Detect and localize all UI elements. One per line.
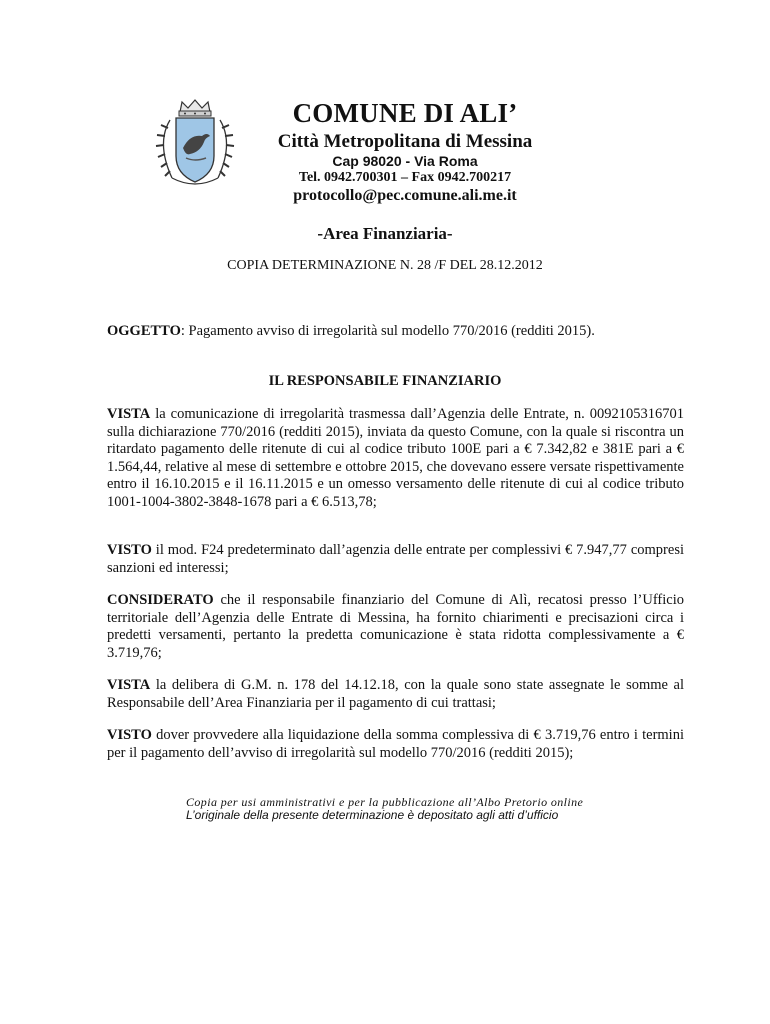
footer-note: L’originale della presente determinazione è depositato agli atti d’ufficio (186, 808, 559, 822)
paragraph-lead: VISTO (107, 727, 152, 743)
subtitle: Città Metropolitana di Messina (277, 131, 533, 152)
area-heading: -Area Finanziaria- (317, 224, 453, 243)
email-address: protocollo@pec.comune.ali.me.it (293, 187, 517, 204)
paragraph-text: che il responsabile finanziario del Comune di Alì, recatosi presso l’Ufficio territoriale dell’Agenzia delle Entrate di Messina, ha fornito chiarimenti e precisazioni circa i predetti versamenti, pertanto la predetta comunicazione è stata ridotta complessivamente a € 3.719,76; (107, 592, 684, 661)
paragraph-text: la delibera di G.M. n. 178 del 14.12.18, con la quale sono state assegnate le somme al Responsabile dell’Area Finanziaria per il pagamento di cui trattasi; (107, 677, 684, 711)
paragraph-text: il mod. F24 predeterminato dall’agenzia delle entrate per complessivi € 7.947,77 compresi sanzioni ed interessi; (107, 542, 684, 576)
page-title: COMUNE DI ALI’ (292, 98, 518, 128)
paragraph (107, 727, 684, 762)
section-title: IL RESPONSABILE FINANZIARIO (268, 373, 502, 389)
paragraph (107, 542, 684, 577)
paragraph (107, 406, 684, 511)
determination-number: COPIA DETERMINAZIONE N. 28 /F DEL 28.12.2012 (227, 258, 543, 273)
paragraph-lead: CONSIDERATO (107, 592, 214, 608)
paragraph-text: la comunicazione di irregolarità trasmessa dall’Agenzia delle Entrate, n. 0092105316701 sulla dichiarazione 770/2016 (redditi 2015), inviata da questo Comune, con la quale si riscontra un ritardato pagamento delle ritenute di cui al codice tributo 100E pari a € 7.342,82 e 381E pari a € 1.564,44, relative al mese di settembre e ottobre 2015, che dovevano essere versate rispettivamente entro il 16.10.2015 e il 16.11.2015 e un omesso versamento delle ritenute di cui al codice tributo 1001-1004-3802-3848-1678 pari a € 6.513,78; (107, 406, 684, 510)
paragraph-lead: VISTA (107, 677, 151, 693)
paragraph (107, 677, 684, 712)
paragraph-lead: VISTA (107, 406, 151, 422)
paragraph-text: dover provvedere alla liquidazione della somma complessiva di € 3.719,76 entro i termini per il pagamento dell’avviso di irregolarità sul modello 770/2016 (redditi 2015); (107, 727, 684, 761)
phone-fax: Tel. 0942.700301 – Fax 0942.700217 (298, 170, 512, 185)
subject-text: : Pagamento avviso di irregolarità sul modello 770/2016 (redditi 2015). (180, 323, 595, 339)
paragraph (107, 592, 684, 662)
coat-of-arms-icon (150, 98, 240, 190)
footer-note: Copia per usi amministrativi e per la pubblicazione all’Albo Pretorio online (186, 795, 584, 809)
subject-line (107, 323, 595, 340)
subject-label: OGGETTO (107, 323, 181, 339)
paragraph-lead: VISTO (107, 542, 152, 558)
address: Cap 98020 - Via Roma (332, 153, 478, 169)
